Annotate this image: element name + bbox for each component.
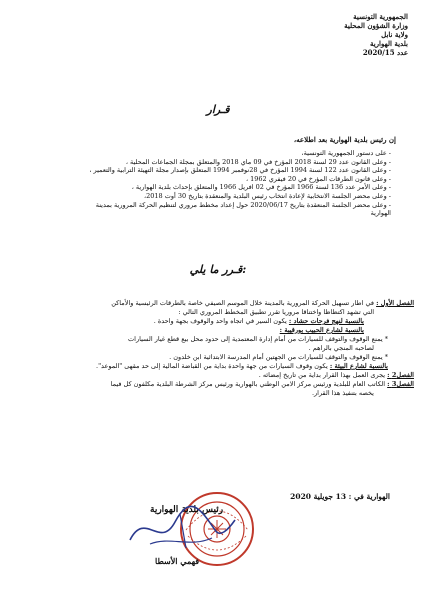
reference-item-continuation: الهوارية: [370, 209, 391, 218]
document-title: قـرار: [206, 103, 230, 116]
street-rule-1: [14, 317, 414, 326]
place-and-date: الهوارية في : 13 جويلية 2020: [290, 492, 390, 501]
street-rule-2-line: لصاحبه المنجي بالراهم .: [308, 344, 374, 352]
handwritten-signature-icon: [120, 500, 240, 555]
street-rule-2-line: * يمنع الوقوف والتوقف للسيارات من أمام إدارة المعتمدية إلى حدود محل بيع قطع غيار السيارات: [128, 335, 388, 343]
article-3-label: الفصل3 :: [387, 380, 414, 388]
article-3: [14, 380, 414, 389]
article-1: [14, 299, 414, 308]
street-rule-1-label: بالنسبة لنهج فرحات حشاد :: [288, 317, 364, 325]
reference-item: - وعلى محضر الجلسة الانتخابية لإعادة انتخاب رئيس البلدية والمنعقدة بتاريخ 30 أوت 2018،: [143, 191, 391, 200]
signer-role: رئيس بلدية الهوارية: [150, 505, 224, 515]
street-rule-2-label: بالنسبة لشارع الحبيب بورقيبة :: [279, 326, 364, 334]
article-3-continuation: يخصه بتنفيذ هذا القرار.: [311, 389, 374, 397]
legal-references: [31, 149, 391, 218]
letterhead-line-governorate: ولاية نابل: [381, 30, 408, 39]
reference-item: - وعلى قانون الطرقات المؤرخ في 20 فيفري 1962 ،: [245, 174, 391, 183]
street-rule-3-label: بالنسبة لشارع البيئة :: [329, 362, 388, 370]
article-1-text: في اطار تسهيل الحركة المرورية بالمدينة خلال الموسم الصيفي خاصة بالطرقات الرئيسية والأماكن: [111, 299, 377, 307]
letterhead-line-ministry: وزارة الشؤون المحلية: [344, 21, 408, 30]
decision-heading: قـرر ما يلي:: [189, 263, 247, 276]
letterhead-line-republic: الجمهورية التونسية: [353, 12, 408, 21]
signer-name: فهمي الأسطا: [155, 556, 200, 566]
article-2-label: الفصل2 :: [387, 371, 414, 379]
street-rule-1-text: يكون السير في اتجاه واحد والوقوف بجهة واحدة .: [153, 317, 289, 325]
reference-item: - وعلى الأمر عدد 136 لسنة 1966 المؤرخ في 02 افريل 1966 والمتعلق بإحداث بلدية الهوارية ،: [131, 183, 391, 192]
reference-item: - وعلى القانون عدد 122 لسنة 1994 المؤرخ في 28نوفمبر 1994 المتعلق بإصدار مجلة التهيئة الترابية والتعمير ،: [89, 166, 391, 175]
intro-line: إن رئيس بلدية الهوارية بعد اطلاعه،: [293, 135, 396, 144]
street-rule-2-line: * يمنع الوقوف والتوقف للسيارات من الجهتين أمام المدرسة الابتدائية ابن خلدون .: [169, 353, 388, 361]
street-rule-3: [14, 362, 414, 371]
reference-item: - وعلى القانون عدد 29 لسنة 2018 المؤرخ في 09 ماي 2018 والمتعلق بمجلة الجماعات المحلية ،: [125, 157, 391, 166]
reference-item: - على دستور الجمهورية التونسية،: [301, 149, 391, 157]
article-1-continuation: التي تشهد اكتظاظا واختناقا مروريا تقرر تطبيق المخطط المروري التالي :: [178, 308, 374, 316]
letterhead-line-number: عدد 2020/15: [362, 48, 408, 57]
letterhead-line-municipality: بلدية الهوارية: [369, 39, 408, 48]
article-2-text: يجرى العمل بهذا القرار بداية من تاريخ إمضائه .: [258, 371, 388, 379]
street-rule-3-text: يكون وقوف السيارات من جهة واحدة بداية من القباضة المالية إلى حد مقهى "الموعد".: [96, 362, 330, 370]
letterhead: [278, 12, 408, 57]
reference-item: - وعلى محضر الجلسة المنعقدة بتاريخ 2020/06/17 حول إعداد مخطط مروري لتنظيم الحركة المرورية بمدينة: [95, 200, 391, 209]
articles-section: [14, 299, 414, 398]
article-1-label: الفصل الأول :: [376, 299, 414, 307]
article-2: [14, 371, 414, 380]
article-3-text: الكاتب العام للبلدية ورئيس مركز الامن الوطني بالهوارية ورئيس مركز الشرطة البلدية مكلفون كل فيما: [110, 380, 388, 388]
